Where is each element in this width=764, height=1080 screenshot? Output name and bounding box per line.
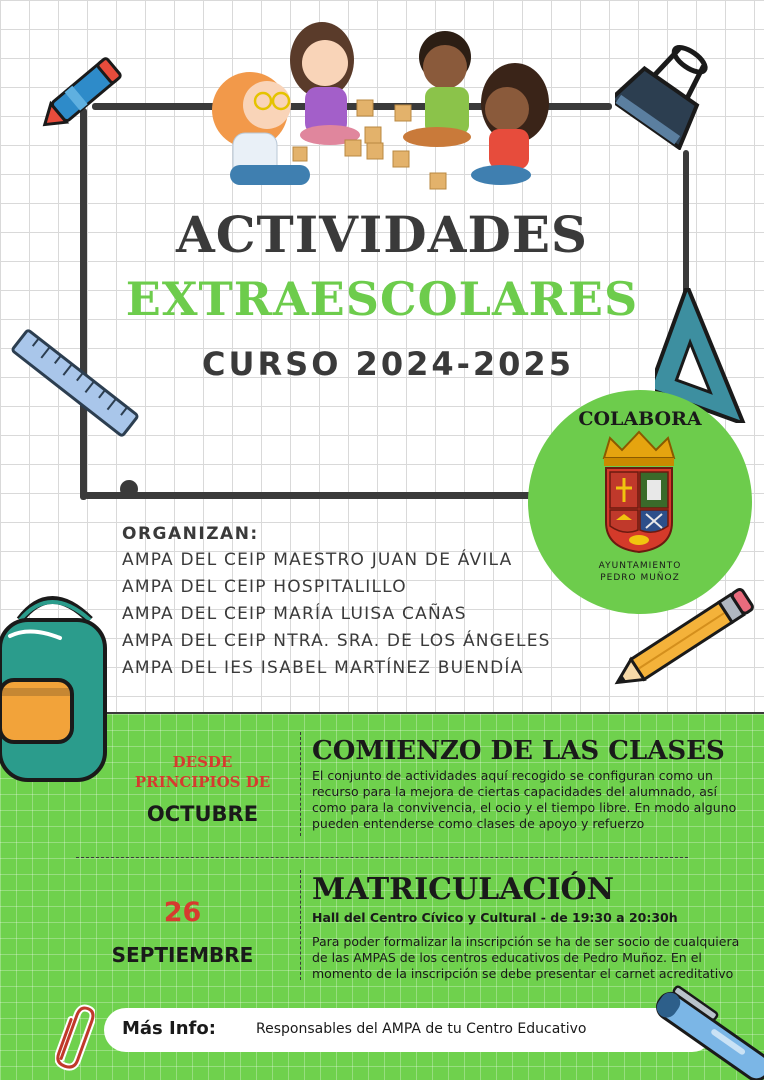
pencil-icon bbox=[600, 588, 760, 698]
colabora-org bbox=[528, 560, 752, 584]
coat-of-arms-icon bbox=[598, 430, 680, 554]
crayon-icon bbox=[30, 45, 130, 145]
start-desde-line2: PRINCIPIOS DE bbox=[134, 773, 271, 791]
paperclip-icon bbox=[55, 1002, 95, 1074]
course-year: CURSO 2024-2025 bbox=[202, 345, 574, 383]
organizer-item: AMPA DEL CEIP HOSPITALILLO bbox=[122, 577, 407, 597]
colabora-org-line2: PEDRO MUÑOZ bbox=[600, 573, 680, 583]
start-description: El conjunto de actividades aquí recogido se configuran como un recurso para la mejora de ciertas capacidades del alumnado, así como para la convivencia, el ocio y el tiempo libre. En modo alguno pueden entenderse como clases de apoyo y refuerzo bbox=[312, 768, 737, 831]
more-info-bar bbox=[104, 1008, 714, 1052]
frame-bottom-line bbox=[84, 492, 534, 499]
organizer-item: AMPA DEL CEIP MARÍA LUISA CAÑAS bbox=[122, 604, 467, 624]
enrollment-month: SEPTIEMBRE bbox=[111, 943, 254, 967]
pen-icon bbox=[650, 985, 764, 1080]
organizers-heading: ORGANIZAN: bbox=[122, 524, 259, 544]
start-title: COMIENZO DE LAS CLASES bbox=[312, 736, 725, 766]
organizer-item: AMPA DEL IES ISABEL MARTÍNEZ BUENDÍA bbox=[122, 658, 524, 678]
title-actividades: ACTIVIDADES bbox=[175, 205, 589, 264]
start-when bbox=[100, 752, 305, 792]
start-month: OCTUBRE bbox=[146, 802, 259, 826]
enrollment-day: 26 bbox=[163, 897, 202, 928]
more-info-label: Más Info: bbox=[122, 1018, 216, 1039]
organizer-item: AMPA DEL CEIP MAESTRO JUAN DE ÁVILA bbox=[122, 550, 513, 570]
enrollment-title: MATRICULACIÓN bbox=[312, 872, 615, 907]
kids-playing-illustration bbox=[205, 15, 555, 195]
frame-dot bbox=[120, 480, 138, 498]
enrollment-description: Para poder formalizar la inscripción se ha de ser socio de cualquiera de las AMPAS de los centros educativos de Pedro Muñoz. En el momento de la inscripción se debe presentar el carnet acreditativo bbox=[312, 934, 740, 981]
binder-clip-icon bbox=[615, 40, 715, 150]
colabora-title: COLABORA bbox=[578, 408, 702, 430]
colabora-org-line1: AYUNTAMIENTO bbox=[598, 561, 682, 571]
backpack-icon bbox=[0, 580, 110, 785]
more-info-text: Responsables del AMPA de tu Centro Educativo bbox=[256, 1021, 587, 1037]
title-extraescolares: EXTRAESCOLARES bbox=[125, 272, 639, 326]
start-desde-line1: DESDE bbox=[172, 753, 233, 771]
divider-vertical bbox=[300, 870, 301, 980]
divider-horizontal bbox=[76, 857, 688, 858]
enrollment-location: Hall del Centro Cívico y Cultural - de 19:30 a 20:30h bbox=[312, 910, 678, 925]
organizers-list bbox=[122, 547, 551, 682]
organizer-item: AMPA DEL CEIP NTRA. SRA. DE LOS ÁNGELES bbox=[122, 631, 551, 651]
ruler-icon bbox=[5, 318, 145, 448]
